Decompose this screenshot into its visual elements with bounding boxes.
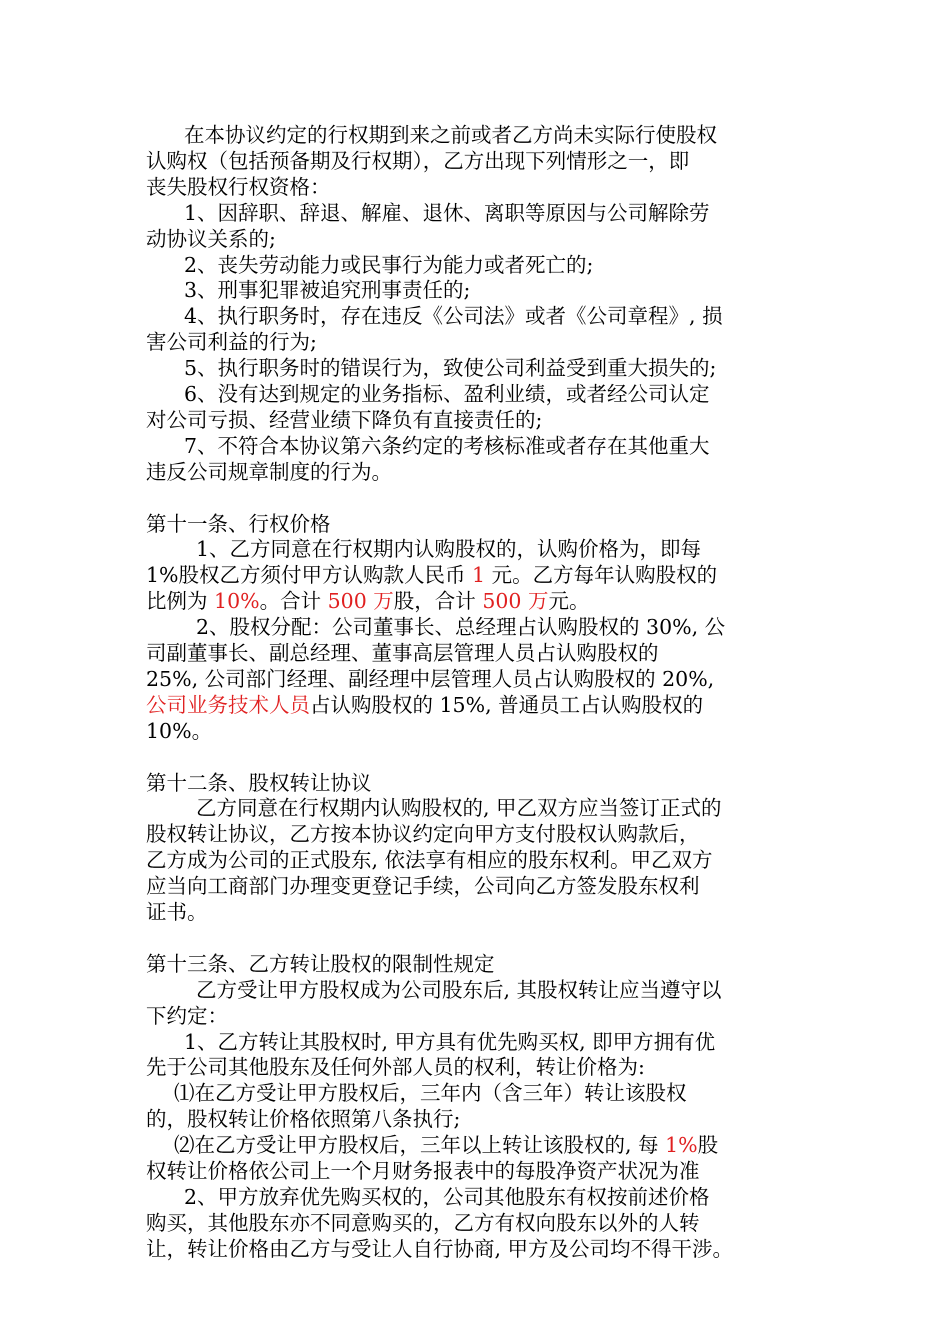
text-line xyxy=(184,277,470,303)
text-segment: 1、乙方同意在行权期内认购股权的，认购价格为，即每 xyxy=(196,537,702,562)
text-line xyxy=(146,459,392,485)
highlight-text: 1% xyxy=(665,1133,698,1158)
text-segment: 下约定： xyxy=(146,1003,228,1028)
text-line xyxy=(184,303,723,329)
text-line xyxy=(146,1106,460,1132)
highlight-text: 1 xyxy=(472,563,486,588)
text-segment: 7、不符合本协议第六条约定的考核标准或者存在其他重大 xyxy=(184,433,710,458)
text-segment: 司副董事长、副总经理、董事高层管理人员占认购股权的 xyxy=(146,641,659,665)
text-line xyxy=(146,562,717,588)
text-line xyxy=(174,1080,687,1106)
text-segment: 动协议关系的; xyxy=(146,226,276,251)
text-segment: 4、执行职务时，存在违反《公司法》或者《公司章程》, 损 xyxy=(184,304,723,329)
text-segment: 第十三条、乙方转让股权的限制性规定 xyxy=(146,951,495,976)
text-line xyxy=(146,148,689,174)
text-line xyxy=(184,381,710,407)
text-segment: 乙方成为公司的正式股东, 依法享有相应的股东权利。甲乙双方 xyxy=(146,848,713,873)
text-segment: 权转让价格依公司上一个月财务报表中的每股净资产状况为准 xyxy=(146,1159,700,1183)
text-line xyxy=(184,1029,715,1055)
text-segment: 乙方受让甲方股权成为公司股东后, 其股权转让应当遵守以 xyxy=(196,977,722,1002)
text-line xyxy=(184,1184,710,1210)
text-line xyxy=(146,951,495,977)
text-segment: 先于公司其他股东及任何外部人员的权利，转让价格为: xyxy=(146,1055,645,1080)
text-line xyxy=(146,666,714,692)
text-segment: 元。 xyxy=(548,589,590,614)
text-segment: 认购权（包括预备期及行权期），乙方出现下列情形之一，即 xyxy=(146,148,690,173)
text-line xyxy=(146,873,700,899)
text-segment: 。合计 xyxy=(259,589,328,614)
text-segment: 证书。 xyxy=(146,900,208,924)
highlight-text: 10% xyxy=(214,589,260,614)
text-line xyxy=(146,770,372,796)
text-segment: 的，股权转让价格依照第八条执行; xyxy=(146,1107,461,1132)
text-line xyxy=(146,329,317,355)
text-line xyxy=(184,355,716,381)
text-line xyxy=(184,200,710,226)
text-segment: 应当向工商部门办理变更登记手续，公司向乙方签发股东权利 xyxy=(146,874,700,899)
text-line xyxy=(196,977,722,1003)
text-segment: 25%, 公司部门经理、副经理中层管理人员占认购股权的 20%, xyxy=(146,666,715,691)
text-line xyxy=(146,821,700,847)
text-segment: 股权转让协议，乙方按本协议约定向甲方支付股权认购款后， xyxy=(146,822,700,847)
text-line xyxy=(146,407,542,433)
highlight-text: 公司业务技术人员 xyxy=(146,692,310,717)
text-line xyxy=(146,1054,645,1080)
text-line xyxy=(184,433,710,459)
text-segment: 1%股权乙方须付甲方认购款人民币 xyxy=(146,563,473,588)
text-segment: 在本协议约定的行权期到来之前或者乙方尚未实际行使股权 xyxy=(184,123,717,147)
text-line xyxy=(196,614,725,640)
text-segment: 购买，其他股东亦不同意购买的，乙方有权向股东以外的人转 xyxy=(146,1210,700,1235)
text-line xyxy=(146,511,331,537)
text-segment: 比例为 xyxy=(146,589,215,614)
text-line xyxy=(146,174,331,200)
highlight-text: 500 万 xyxy=(482,589,549,614)
text-segment: 2、股权分配：公司董事长、总经理占认购股权的 30%, 公 xyxy=(196,615,726,640)
text-line xyxy=(146,899,208,925)
text-segment: ⑴在乙方受让甲方股权后，三年内（含三年）转让该股权 xyxy=(174,1081,687,1106)
text-segment: 丧失股权行权资格： xyxy=(146,174,331,199)
text-segment: 让，转让价格由乙方与受让人自行协商, 甲方及公司均不得干涉。 xyxy=(146,1236,734,1261)
text-segment: 5、执行职务时的错误行为，致使公司利益受到重大损失的; xyxy=(184,356,717,381)
text-segment: 10%。 xyxy=(146,718,213,743)
text-segment: 害公司利益的行为; xyxy=(146,330,317,355)
text-line xyxy=(146,1236,733,1262)
text-segment: 2、甲方放弃优先购买权的，公司其他股东有权按前述价格 xyxy=(184,1184,710,1209)
text-line xyxy=(146,1003,228,1029)
text-segment: 1、因辞职、辞退、解雇、退休、离职等原因与公司解除劳 xyxy=(184,200,710,225)
text-line xyxy=(184,122,717,148)
text-line xyxy=(184,252,593,278)
text-segment: 对公司亏损、经营业绩下降负有直接责任的; xyxy=(146,407,543,432)
text-line xyxy=(146,1210,700,1236)
text-line xyxy=(146,847,713,873)
text-segment: 第十二条、股权转让协议 xyxy=(146,770,372,795)
text-segment: 2、丧失劳动能力或民事行为能力或者死亡的; xyxy=(184,252,594,277)
text-segment: 3、刑事犯罪被追究刑事责任的; xyxy=(184,278,471,303)
text-line xyxy=(146,640,659,666)
text-segment: ⑵在乙方受让甲方股权后，三年以上转让该股权的, 每 xyxy=(174,1133,666,1158)
text-segment: 6、没有达到规定的业务指标、盈利业绩，或者经公司认定 xyxy=(184,382,710,406)
text-segment: 股 xyxy=(697,1133,719,1158)
text-segment: 乙方同意在行权期内认购股权的, 甲乙双方应当签订正式的 xyxy=(196,796,722,821)
text-line xyxy=(196,536,701,562)
text-line xyxy=(146,588,589,614)
text-line xyxy=(146,692,703,718)
highlight-text: 500 万 xyxy=(327,589,394,614)
text-line xyxy=(174,1132,718,1158)
text-line xyxy=(196,795,722,821)
text-line xyxy=(146,226,276,252)
text-line xyxy=(146,1158,700,1184)
text-segment: 占认购股权的 15%, 普通员工占认购股权的 xyxy=(310,692,704,717)
text-segment: 股，合计 xyxy=(393,589,483,614)
text-segment: 第十一条、行权价格 xyxy=(146,511,331,536)
text-segment: 1、乙方转让其股权时, 甲方具有优先购买权, 即甲方拥有优 xyxy=(184,1029,716,1054)
text-segment: 违反公司规章制度的行为。 xyxy=(146,459,392,484)
text-line xyxy=(146,718,212,744)
text-segment: 元。乙方每年认购股权的 xyxy=(485,563,718,588)
